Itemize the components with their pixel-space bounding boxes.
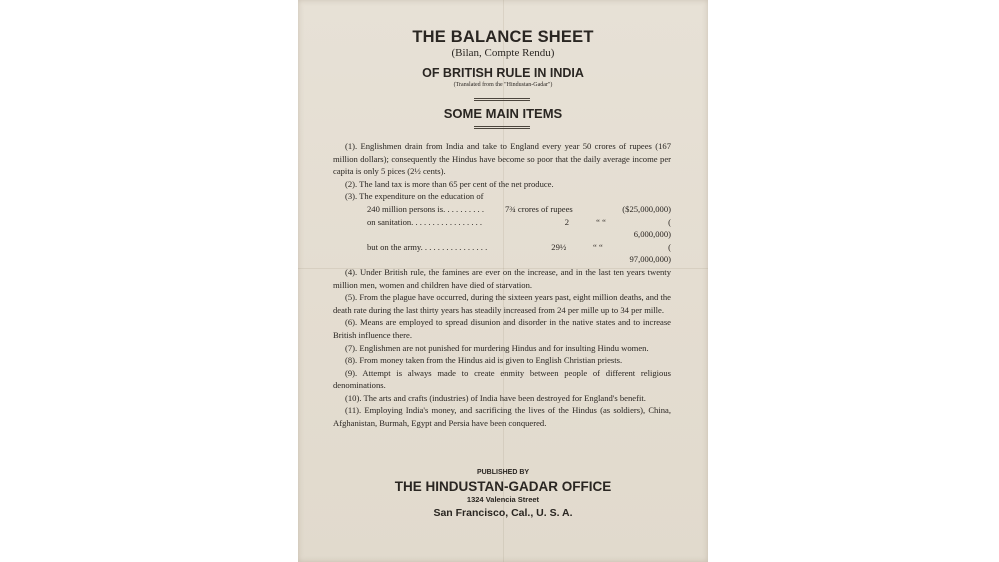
divider-rule [474,128,530,129]
document-title: THE BALANCE SHEET [412,28,594,46]
expenditure-amount: 2 [564,216,569,227]
translation-note: (Translated from the "Hindustan-Gadar") [453,82,553,88]
section-heading: SOME MAIN ITEMS [443,106,563,121]
expenditure-row-army [333,241,671,266]
ditto-marks: “ “ [596,216,606,227]
items-list [333,140,671,430]
expenditure-amount: 29½ [551,241,567,252]
item-8: (8). From money taken from the Hindus aid is given to English Christian priests. [345,355,623,366]
expenditure-row-education [333,203,671,216]
item-4: (4). Under British rule, the famines are ever on the increase, and in the last ten years twenty million men, women and children have died of starvation. [333,266,671,290]
expenditure-label: 240 million persons is. . . . . . . . . . [367,203,484,214]
divider-rule [474,126,530,127]
publisher-city: San Francisco, Cal., U. S. A. [433,507,573,519]
item-5: (5). From the plague have occurred, during the sixteen years past, eight million deaths, and the death rate during the last thirty years has steadily increased from 24 per mille up to 34 per mille. [333,292,671,315]
expenditure-row-sanitation [333,216,671,241]
expenditure-dollars: ( 97,000,000) [629,241,672,265]
item-9: (9). Attempt is always made to create enmity between people of different religious denominations. [333,367,671,391]
document-page [298,0,708,562]
expenditure-label: on sanitation. . . . . . . . . . . . . . . . . [367,216,483,227]
item-3: (3). The expenditure on the education of [345,191,484,202]
publisher-street: 1324 Valencia Street [466,495,540,504]
item-10: (10). The arts and crafts (industries) of India have been destroyed for England's benefit. [345,392,646,403]
ditto-marks: “ “ [593,241,603,252]
item-1: (1). Englishmen drain from India and take to England every year 50 crores of rupees (167 million dollars); consequently the Hindus have become so poor that the daily average income per capita is only 5 pices (2½ cents). [333,141,671,177]
document-subtitle: (Bilan, Compte Rendu) [451,47,555,59]
divider-rule [474,98,530,99]
item-7: (7). Englishmen are not punished for murdering Hindus and for insulting Hindu women. [345,342,649,353]
divider-rule [474,100,530,101]
published-by-label: PUBLISHED BY [476,469,530,476]
item-6: (6). Means are employed to spread disunion and disorder in the native states and to increase British influence there. [333,317,671,340]
publisher-name: THE HINDUSTAN-GADAR OFFICE [394,479,612,494]
expenditure-dollars: ( 6,000,000) [633,216,671,240]
expenditure-dollars: ($25,000,000) [622,203,671,214]
item-11: (11). Employing India's money, and sacrificing the lives of the Hindus (as soldiers), China, Afghanistan, Burmah, Egypt and Persia have been conquered. [333,405,671,429]
expenditure-label: but on the army. . . . . . . . . . . . . . . . [367,241,488,252]
item-2: (2). The land tax is more than 65 per cent of the net produce. [345,178,554,189]
document-heading: OF BRITISH RULE IN INDIA [422,66,584,80]
expenditure-amount: 7¾ crores of rupees [505,203,573,214]
